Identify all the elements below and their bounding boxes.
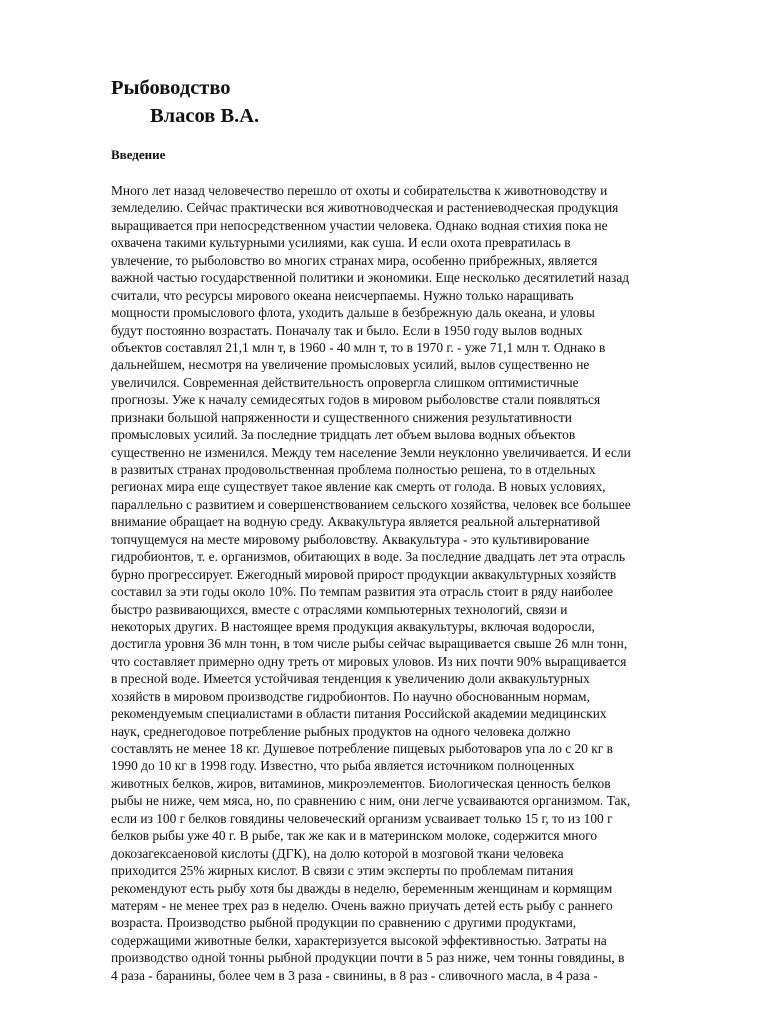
- text-line: выращивается при непосредственном участии человека. Однако водная стихия пока не: [111, 217, 608, 233]
- text-line: считали, что ресурсы мирового океана неисчерпаемы. Нужно только наращивать: [111, 287, 574, 303]
- text-line: регионах мира еще существует такое явление как смерть от голода. В новых условиях,: [111, 479, 606, 495]
- text-line: составлять не менее 18 кг. Душевое потребление пищевых рыботоваров упа ло с 20 кг в: [111, 741, 613, 756]
- text-line: параллельно с развитием и совершенствованием сельского хозяйства, человек все большее: [111, 496, 631, 512]
- text-line: 1990 до 10 кг в 1998 году. Известно, что рыба является источником полноценных: [111, 758, 575, 774]
- text-line: прогнозы. Уже к началу семидесятых годов в мировом рыболовстве стали появляться: [111, 392, 601, 408]
- text-line: 4 раза - баранины, более чем в 3 раза - свинины, в 8 раз - сливочного масла, в 4 раза -: [111, 967, 598, 983]
- text-line: увеличился. Современная действительность опровергла слишком оптимистичные: [111, 374, 579, 390]
- text-line: земледелию. Сейчас практически вся животноводческая и растениеводческая продукция: [111, 200, 619, 216]
- text-line: будут постоянно возрастать. Поначалу так и было. Если в 1950 году вылов водных: [111, 322, 583, 338]
- text-line: промысловых усилий. За последние тридцать лет объем вылова водных объектов: [111, 427, 576, 443]
- text-line: в развитых странах продовольственная проблема полностью решена, то в отдельных: [111, 462, 596, 477]
- text-line: Много лет назад человечество перешло от охоты и собирательства к животноводству и: [111, 183, 608, 198]
- text-line: дальнейшем, несмотря на увеличение промысловых усилий, вылов существенно не: [111, 357, 590, 373]
- text-line: охвачена такими культурными усилиями, как суша. И если охота превратилась в: [111, 235, 571, 251]
- document-author: Власов В.А.: [150, 105, 260, 127]
- text-line: важной частью государственной политики и экономики. Еще несколько десятилетий назад: [111, 270, 630, 286]
- text-line: рыбы не ниже, чем мяса, но, по сравнению с ним, они легче усваиваются организмом. Так,: [111, 793, 631, 809]
- text-line: возраста. Производство рыбной продукции по сравнению с другими продуктами,: [111, 915, 577, 931]
- text-line: гидробионтов, т. е. организмов, обитающих в воде. За последние двадцать лет эта отрасль: [111, 549, 626, 565]
- text-line: докозагексаеновой кислоты (ДГК), на долю которой в мозговой ткани человека: [111, 845, 564, 861]
- text-line: белков рыбы уже 40 г. В рыбе, так же как и в материнском молоке, содержится много: [111, 828, 598, 844]
- text-line: топчущемуся на месте мировому рыболовству. Аквакультура - это культивирование: [111, 531, 590, 547]
- text-line: приходится 25% жирных кислот. В связи с этим эксперты по проблемам питания: [111, 863, 574, 879]
- text-line: мощности промыслового флота, уходить дальше в безбрежную даль океана, и уловы: [111, 305, 595, 321]
- text-line: внимание обращает на водную среду. Аквакультура является реальной альтернативой: [111, 514, 601, 530]
- text-line: если из 100 г белков говядины человеческий организм усваивает только 15 г, то из 100 г: [111, 810, 613, 826]
- text-line: матерям - не менее трех раз в неделю. Очень важно приучать детей есть рыбу с раннего: [111, 897, 613, 913]
- text-line: увлечение, то рыболовство во многих странах мира, особенно прибрежных, является: [111, 252, 598, 268]
- text-line: бурно прогрессирует. Ежегодный мировой прирост продукции аквакультурных хозяйств: [111, 566, 617, 582]
- document-title: Рыбоводство: [111, 77, 231, 99]
- text-line: некоторых других. В настоящее время продукция аквакультуры, включая водоросли,: [111, 618, 595, 634]
- text-line: быстро развивающихся, вместе с отраслями компьютерных технологий, связи и: [111, 601, 568, 617]
- text-line: достигла уровня 36 млн тонн, в том числе рыбы сейчас выращивается свыше 26 млн тонн,: [111, 636, 628, 652]
- text-line: производство одной тонны рыбной продукции почти в 5 раз ниже, чем тонны говядины, в: [111, 950, 625, 966]
- text-line: рекомендуют есть рыбу хотя бы дважды в неделю, беременным женщинам и кормящим: [111, 880, 613, 896]
- text-line: наук, среднегодовое потребление рыбных продуктов на одного человека должно: [111, 723, 571, 739]
- text-line: в пресной воде. Имеется устойчивая тенденция к увеличению доли аквакультурных: [111, 671, 590, 687]
- text-line: составил за эти годы около 10%. По темпам развития эта отрасль стоит в ряду наиболее: [111, 584, 614, 600]
- text-line: что составляет примерно одну треть от мировых уловов. Из них почти 90% выращивается: [111, 653, 627, 669]
- text-line: рекомендуемым специалистами в области питания Российской академии медицинских: [111, 706, 607, 722]
- text-line: существенно не изменился. Между тем население Земли неуклонно увеличивается. И если: [111, 444, 631, 460]
- text-line: животных белков, жиров, витаминов, микроэлементов. Биологическая ценность белков: [111, 775, 611, 791]
- text-line: содержащими животные белки, характеризуется высокой эффективностью. Затраты на: [111, 932, 607, 948]
- text-line: объектов составлял 21,1 млн т, в 1960 - 40 млн т, то в 1970 г. - уже 71,1 млн т. Однако в: [111, 339, 606, 355]
- text-line: признаки большой напряженности и существенного снижения результативности: [111, 409, 572, 425]
- text-line: хозяйств в мировом производстве гидробионтов. По научно обоснованным нормам,: [111, 688, 590, 704]
- body-paragraph: [111, 182, 711, 984]
- section-heading: Введение: [111, 147, 166, 162]
